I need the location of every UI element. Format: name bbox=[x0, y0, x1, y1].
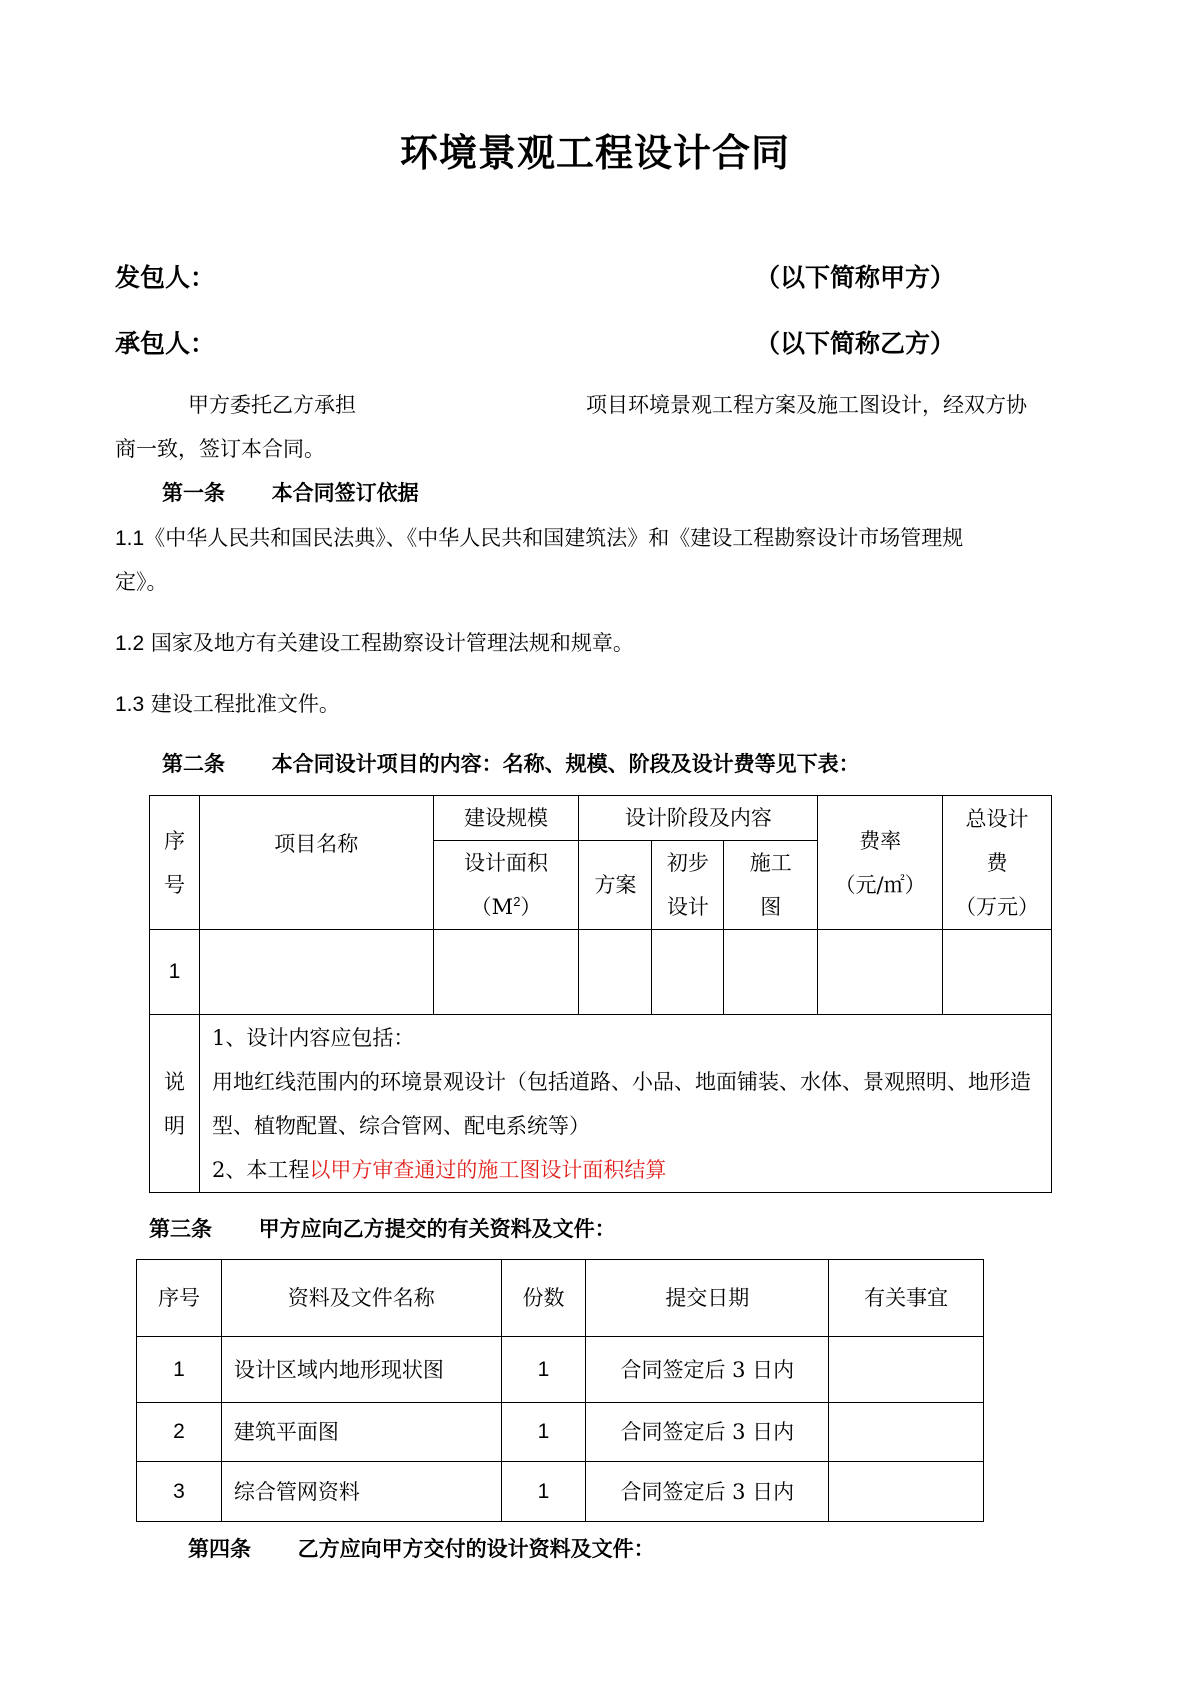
row1-fee bbox=[943, 930, 1052, 1015]
article1-title: 本合同签订依据 bbox=[271, 480, 419, 505]
col-seq: 序号 bbox=[137, 1260, 222, 1337]
table-row bbox=[137, 1403, 984, 1462]
settlement-highlight: 以甲方审查通过的施工图设计面积结算 bbox=[309, 1157, 667, 1182]
note-label: 说 明 bbox=[150, 1015, 200, 1193]
header-total-fee: 总设计 费 （万元） bbox=[943, 796, 1052, 930]
documents-table bbox=[136, 1259, 984, 1522]
cell-copies: 1 bbox=[501, 1403, 586, 1462]
article1-item1-line2: 定》。 bbox=[115, 570, 168, 594]
cell-date: 合同签定后 3 日内 bbox=[586, 1462, 829, 1522]
col-notes: 有关事宜 bbox=[829, 1260, 984, 1337]
note-line1: 1、设计内容应包括： bbox=[211, 1025, 415, 1050]
cell-doc-name: 建筑平面图 bbox=[221, 1403, 501, 1462]
intro-line1-b: 项目环境景观工程方案及施工图设计，经双方协 bbox=[586, 393, 1027, 417]
header-seq: 序 号 bbox=[150, 796, 200, 930]
col-doc-name: 资料及文件名称 bbox=[221, 1260, 501, 1337]
item-number: 1.1 bbox=[115, 527, 145, 550]
contractor-label: 承包人： bbox=[115, 329, 216, 358]
row1-plan bbox=[579, 930, 652, 1015]
header-rate: 费率 （元/㎡） bbox=[818, 796, 943, 930]
cell-copies: 1 bbox=[501, 1337, 586, 1403]
row1-area bbox=[433, 930, 579, 1015]
item-number: 1.3 bbox=[115, 693, 145, 716]
header-plan: 方案 bbox=[579, 841, 652, 930]
header-construction: 施工 图 bbox=[724, 841, 818, 930]
row1-rate bbox=[818, 930, 943, 1015]
item-text: 建设工程批准文件。 bbox=[150, 692, 340, 716]
table-row bbox=[137, 1462, 984, 1522]
cell-seq: 1 bbox=[137, 1337, 222, 1403]
article3-title: 甲方应向乙方提交的有关资料及文件： bbox=[258, 1216, 616, 1241]
article4-title: 乙方应向甲方交付的设计资料及文件： bbox=[297, 1536, 655, 1561]
row1-seq: 1 bbox=[150, 930, 200, 1015]
article3-number: 第三条 bbox=[149, 1216, 212, 1241]
article2-number: 第二条 bbox=[162, 751, 225, 776]
header-project-name: 项目名称 bbox=[199, 796, 433, 930]
cell-notes bbox=[829, 1337, 984, 1403]
header-scale: 建设规模 bbox=[433, 796, 579, 841]
cell-doc-name: 综合管网资料 bbox=[221, 1462, 501, 1522]
cell-date: 合同签定后 3 日内 bbox=[586, 1337, 829, 1403]
item-text: 国家及地方有关建设工程勘察设计管理法规和规章。 bbox=[150, 631, 634, 655]
article1-item1-line1 bbox=[115, 522, 963, 552]
employer-alias: （以下简称甲方） bbox=[755, 263, 956, 292]
cell-seq: 2 bbox=[137, 1403, 222, 1462]
article1-heading bbox=[162, 477, 419, 507]
note-line3: 2、本工程以甲方审查通过的施工图设计面积结算 bbox=[211, 1157, 667, 1182]
header-stage: 设计阶段及内容 bbox=[579, 796, 818, 841]
cell-date: 合同签定后 3 日内 bbox=[586, 1403, 829, 1462]
col-date: 提交日期 bbox=[586, 1260, 829, 1337]
contractor-alias: （以下简称乙方） bbox=[755, 329, 956, 358]
article2-heading bbox=[162, 748, 860, 778]
row1-name bbox=[199, 930, 433, 1015]
note-line2: 用地红线范围内的环境景观设计（包括道路、小品、地面铺装、水体、景观照明、地形造型、植物配置、综合管网、配电系统等） bbox=[211, 1069, 1031, 1138]
intro-line1-a: 甲方委托乙方承担 bbox=[188, 393, 356, 417]
cell-notes bbox=[829, 1462, 984, 1522]
intro-line2: 商一致，签订本合同。 bbox=[115, 437, 325, 461]
article4-number: 第四条 bbox=[188, 1536, 251, 1561]
article1-item2 bbox=[115, 627, 634, 657]
header-design-area: 设计面积 $(M^2)$ bbox=[433, 841, 579, 930]
article3-heading bbox=[149, 1213, 616, 1243]
cell-notes bbox=[829, 1403, 984, 1462]
note-content bbox=[199, 1015, 1051, 1193]
employer-label: 发包人： bbox=[115, 263, 216, 292]
col-copies: 份数 bbox=[501, 1260, 586, 1337]
page-title: 环境景观工程设计合同 bbox=[399, 130, 790, 175]
row1-preliminary bbox=[652, 930, 724, 1015]
cell-doc-name: 设计区域内地形现状图 bbox=[221, 1337, 501, 1403]
article1-number: 第一条 bbox=[162, 480, 225, 505]
item-text: 《中华人民共和国民法典》、《中华人民共和国建筑法》和《建设工程勘察设计市场管理规 bbox=[144, 526, 964, 550]
design-items-table bbox=[149, 795, 1052, 1193]
cell-seq: 3 bbox=[137, 1462, 222, 1522]
row1-construction bbox=[724, 930, 818, 1015]
article1-item3 bbox=[115, 688, 340, 718]
cell-copies: 1 bbox=[501, 1462, 586, 1522]
item-number: 1.2 bbox=[115, 632, 145, 655]
header-preliminary: 初步 设计 bbox=[652, 841, 724, 930]
table-row bbox=[137, 1337, 984, 1403]
article4-heading bbox=[188, 1533, 655, 1563]
article2-title: 本合同设计项目的内容：名称、规模、阶段及设计费等见下表： bbox=[271, 751, 860, 776]
